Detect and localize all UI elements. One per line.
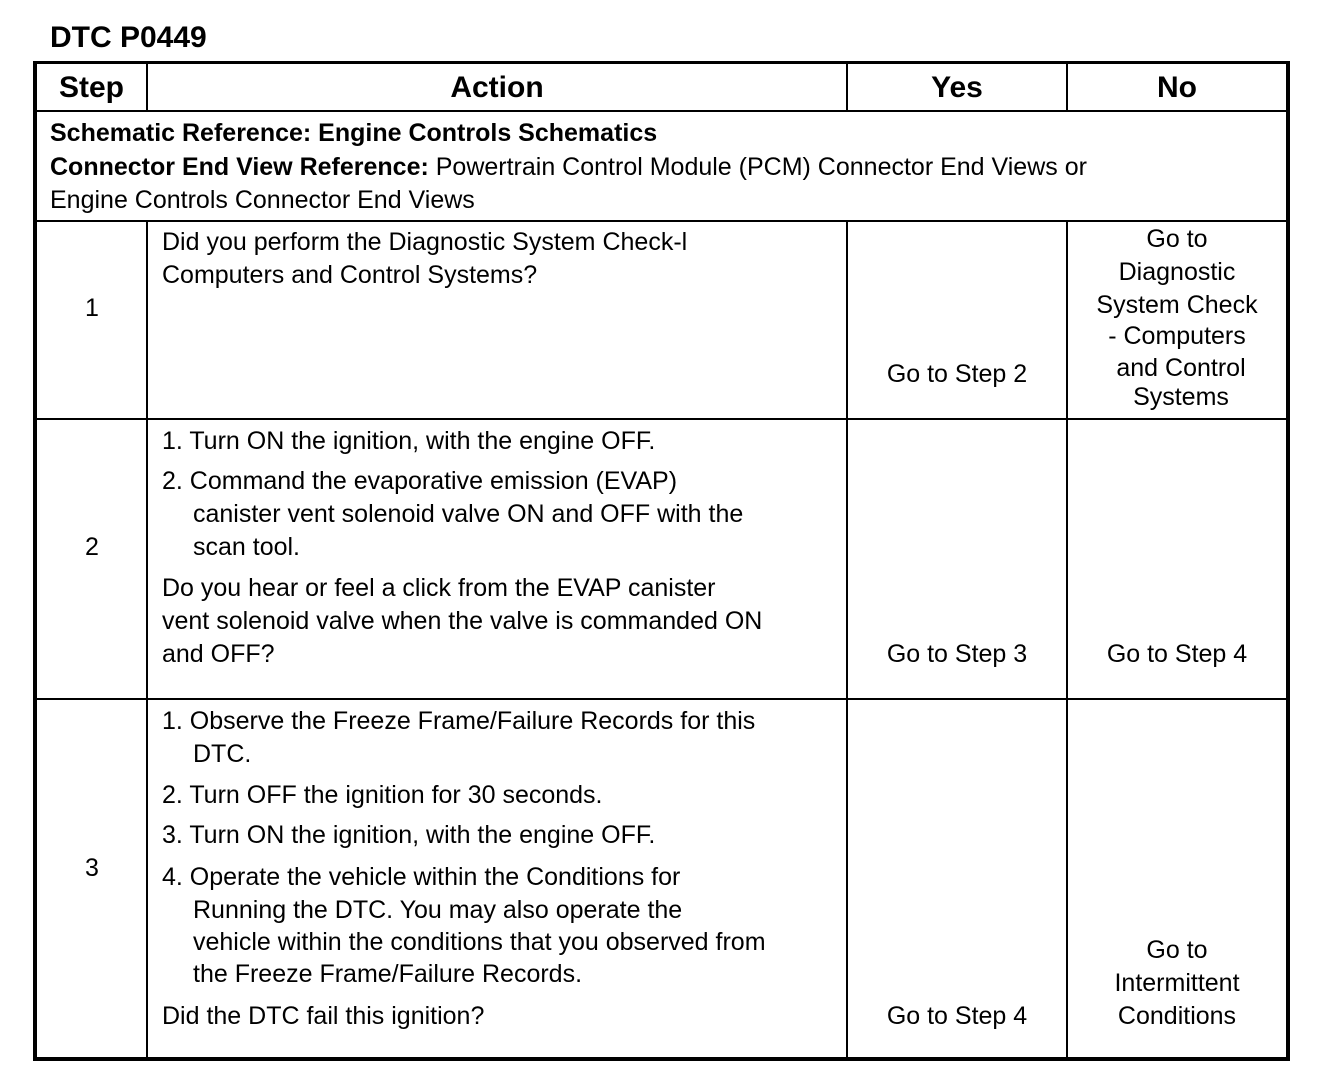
no-result-line: Conditions [1117,1002,1237,1030]
no-result-line: Diagnostic [1118,258,1236,286]
no-result-line: and Control [1116,354,1246,382]
action-line: scan tool. [193,533,301,561]
row-divider [35,110,1286,112]
yes-result: Go to Step 3 [886,640,1028,668]
header-no: No [1157,71,1197,104]
connector-reference-text: Powertrain Control Module (PCM) Connector End Views or [428,153,1087,181]
header-action: Action [450,71,544,104]
step-number: 3 [85,854,99,882]
no-result-line: - Computers [1108,322,1246,350]
action-line: vehicle within the conditions that you observed from [193,928,766,956]
row-divider [35,698,1286,700]
no-result-line: System Check [1096,291,1258,319]
action-line: vent solenoid valve when the valve is commanded ON [162,607,763,635]
no-result-line: Go to [1146,225,1208,253]
column-divider [146,221,148,1057]
connector-reference-label: Connector End View Reference: [50,153,429,181]
action-line: Did you perform the Diagnostic System Check-l [162,228,688,256]
action-line: 1. Turn ON the ignition, with the engine OFF. [162,427,656,455]
action-line: and OFF? [162,640,275,668]
step-number: 1 [85,294,99,322]
action-line: Did the DTC fail this ignition? [162,1002,485,1030]
action-line: 4. Operate the vehicle within the Conditions for [162,863,681,891]
action-line: canister vent solenoid valve ON and OFF with the [193,500,744,528]
action-line: the Freeze Frame/Failure Records. [193,960,583,988]
no-result-line: Intermittent [1114,969,1240,997]
schematic-reference: Schematic Reference: Engine Controls Schematics [50,119,658,147]
action-line: 2. Command the evaporative emission (EVAP) [162,467,678,495]
step-number: 2 [85,533,99,561]
row-divider [35,418,1286,420]
action-line: 3. Turn ON the ignition, with the engine OFF. [162,821,656,849]
no-result-line: Go to [1146,936,1208,964]
yes-result: Go to Step 4 [886,1002,1028,1030]
yes-result: Go to Step 2 [886,360,1028,388]
document-title: DTC P0449 [50,21,207,54]
connector-reference-cont: Engine Controls Connector End Views [50,186,475,214]
action-line: 1. Observe the Freeze Frame/Failure Records for this [162,707,756,735]
action-line: Do you hear or feel a click from the EVAP canister [162,574,716,602]
action-line: Running the DTC. You may also operate the [193,896,683,924]
connector-reference [50,151,1087,184]
action-line: Computers and Control Systems? [162,261,538,289]
header-step: Step [58,71,124,104]
no-result: Go to Step 4 [1106,640,1248,668]
row-divider [35,220,1286,222]
action-line: DTC. [193,740,252,768]
no-result-line: Systems [1133,383,1229,411]
action-line: 2. Turn OFF the ignition for 30 seconds. [162,781,603,809]
header-yes: Yes [931,71,983,104]
